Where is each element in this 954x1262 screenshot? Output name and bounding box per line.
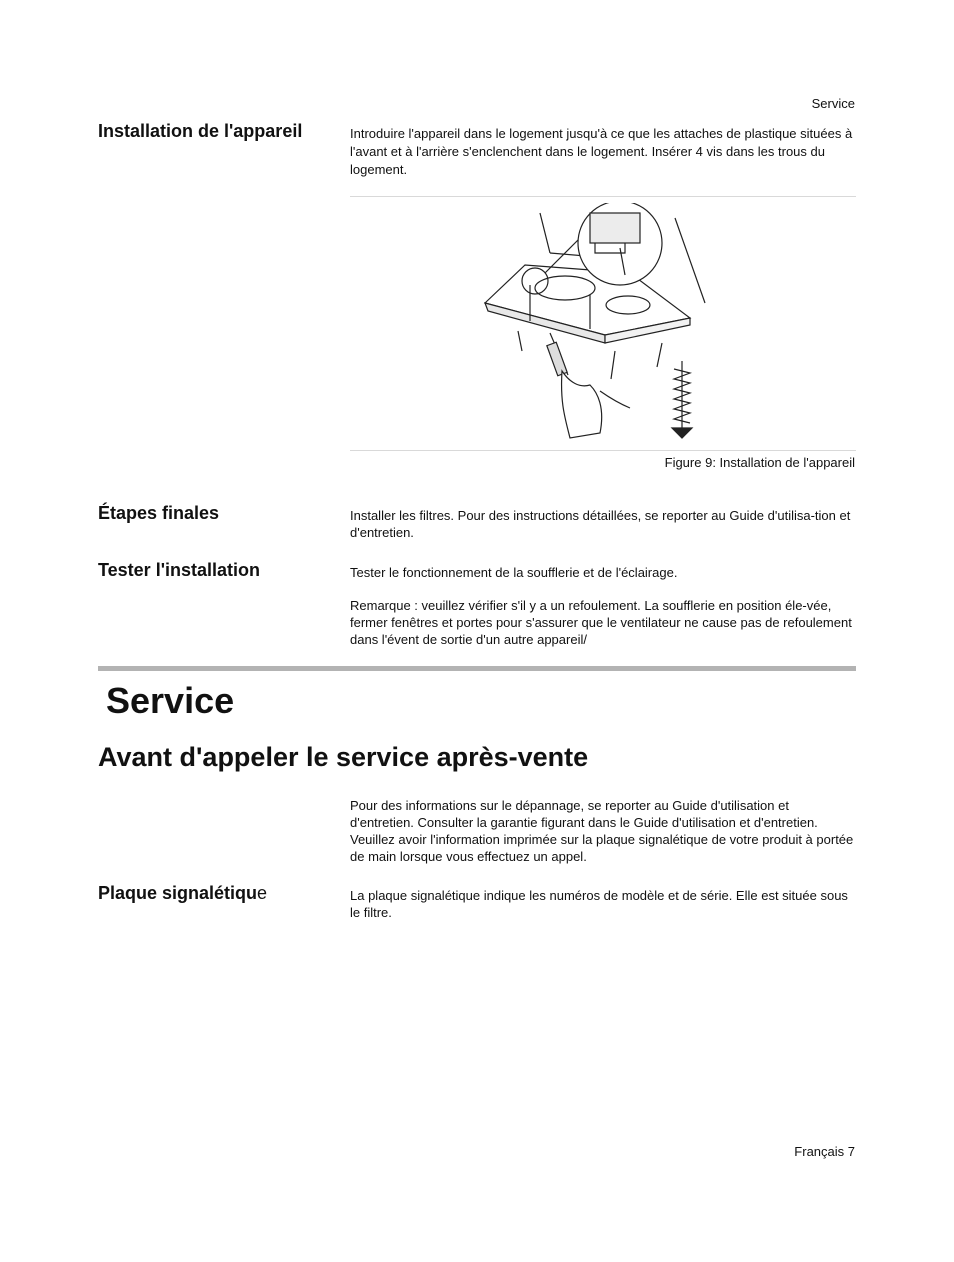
install-heading: Installation de l'appareil	[98, 121, 303, 141]
test-heading: Tester l'installation	[98, 560, 260, 580]
chapter-title: Service	[106, 680, 235, 721]
figure-bottom-rule	[350, 450, 856, 451]
installation-figure	[470, 203, 710, 443]
test-text-2: Remarque : veuillez vérifier s'il y a un refoulement. La soufflerie en position éle-vée, fermer fenêtres et portes pour s'assurer que le ventilateur ne cause pas de refoulement dans l'évent de sortie d'un autre appareil/	[350, 598, 852, 647]
section-title: Avant d'appeler le service après-vente	[98, 742, 589, 772]
plate-heading-bold: Plaque signalétiqu	[98, 883, 258, 903]
plate-heading-tail: e	[257, 883, 268, 903]
figure-caption: Figure 9: Installation de l'appareil	[664, 455, 855, 470]
final-steps-text: Installer les filtres. Pour des instructions détaillées, se reporter au Guide d'utilisa-tion et d'entretien.	[350, 508, 851, 540]
service-intro-text: Pour des informations sur le dépannage, se reporter au Guide d'utilisation et d'entretien. Consulter la garantie figurant dans le Guide d'utilisation et d'entretien. Veuillez avoir l'information imprimée sur la plaque signalétique de votre produit à portée de main lorsque vous effectuez un appel.	[350, 798, 854, 864]
final-steps-heading: Étapes finales	[98, 503, 220, 523]
plate-heading	[98, 883, 338, 904]
running-header: Service	[811, 96, 855, 111]
page-footer: Français 7	[794, 1144, 855, 1159]
plate-text: La plaque signalétique indique les numéros de modèle et de série. Elle est située sous le filtre.	[350, 888, 848, 920]
chapter-divider	[98, 666, 856, 671]
figure-top-rule	[350, 196, 856, 197]
install-text: Introduire l'appareil dans le logement jusqu'à ce que les attaches de plastique situées à l'avant et à l'arrière s'enclenchent dans le logement. Insérer 4 vis dans les trous du logement.	[350, 126, 853, 177]
test-text-1: Tester le fonctionnement de la soufflerie et de l'éclairage.	[350, 565, 678, 580]
